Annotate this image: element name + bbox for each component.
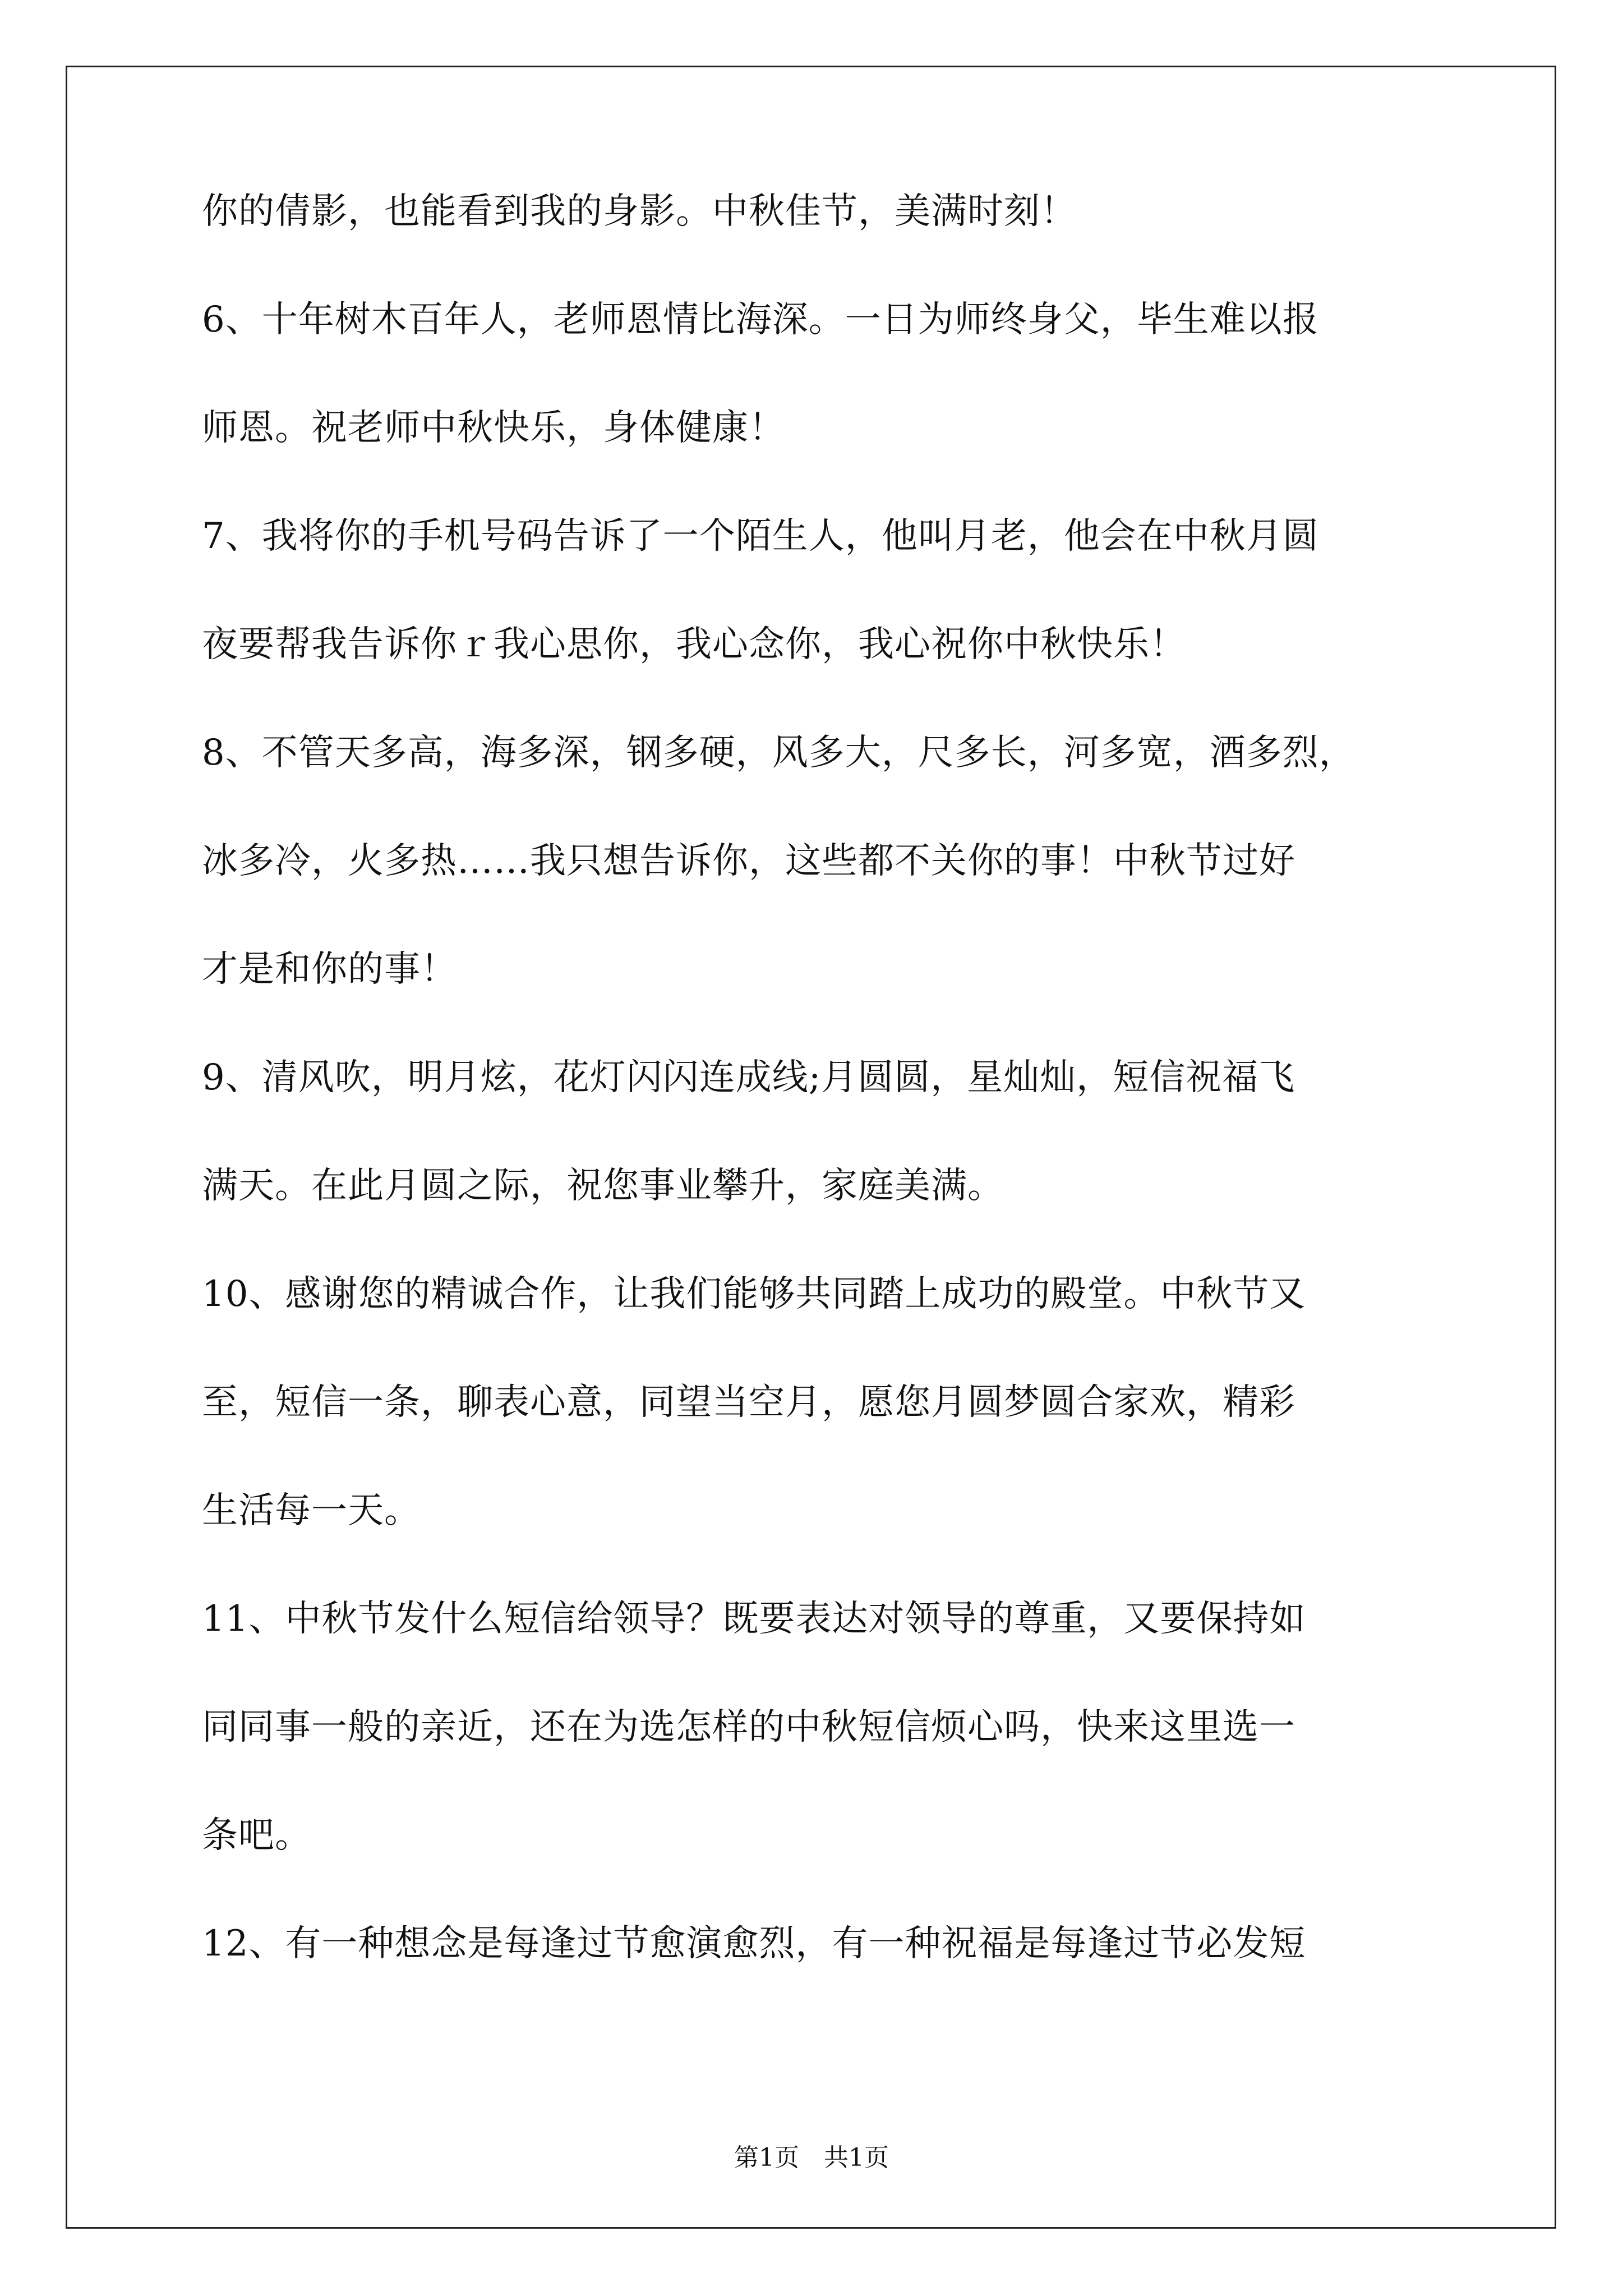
page-footer: 第1页 共1页	[734, 2143, 889, 2172]
text-line: 条吧。	[202, 1815, 311, 1856]
text-line: 师恩。祝老师中秋快乐，身体健康！	[202, 407, 785, 449]
text-line: 11、中秋节发什么短信给领导？既要表达对领导的尊重，又要保持如	[202, 1598, 1306, 1640]
text-line: 冰多冷，火多热……我只想告诉你，这些都不关你的事！中秋节过好	[202, 840, 1295, 882]
text-line: 8、不管天多高，海多深，钢多硬，风多大，尺多长，河多宽，酒多烈，	[202, 732, 1355, 774]
text-line: 7、我将你的手机号码告诉了一个陌生人，他叫月老，他会在中秋月圆	[202, 516, 1319, 557]
text-line: 你的倩影，也能看到我的身影。中秋佳节，美满时刻！	[202, 191, 1077, 232]
text-line: 6、十年树木百年人，老师恩情比海深。一日为师终身父，毕生难以报	[202, 299, 1319, 341]
document-body	[202, 185, 1436, 1971]
text-line: 至，短信一条，聊表心意，同望当空月，愿您月圆梦圆合家欢，精彩	[202, 1382, 1295, 1423]
text-line: 才是和你的事！	[202, 949, 457, 990]
text-line: 生活每一天。	[202, 1490, 421, 1531]
text-line: 同同事一般的亲近，还在为选怎样的中秋短信烦心吗，快来这里选一	[202, 1706, 1295, 1748]
text-line: 满天。在此月圆之际，祝您事业攀升，家庭美满。	[202, 1165, 1004, 1207]
text-line: 9、清风吹，明月炫，花灯闪闪连成线;月圆圆，星灿灿，短信祝福飞	[202, 1057, 1295, 1098]
text-line: 10、感谢您的精诚合作，让我们能够共同踏上成功的殿堂。中秋节又	[202, 1273, 1306, 1315]
text-line: 夜要帮我告诉你ｒ我心思你，我心念你，我心祝你中秋快乐！	[202, 624, 1186, 665]
text-line: 12、有一种想念是每逢过节愈演愈烈，有一种祝福是每逢过节必发短	[202, 1923, 1306, 1964]
